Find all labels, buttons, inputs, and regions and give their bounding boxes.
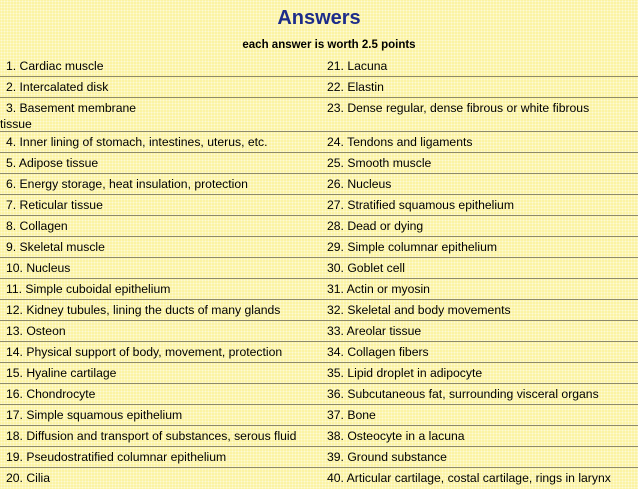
answer-cell-left: 2. Intercalated disk	[6, 80, 109, 94]
table-row	[0, 363, 638, 384]
answer-cell-left: 7. Reticular tissue	[6, 198, 103, 212]
answer-cell-right: 23. Dense regular, dense fibrous or white fibrous	[327, 101, 590, 115]
table-row	[0, 321, 638, 342]
answer-cell-right: 37. Bone	[327, 408, 376, 422]
table-row	[0, 174, 638, 195]
answer-cell-left: 4. Inner lining of stomach, intestines, uterus, etc.	[6, 135, 268, 149]
answer-cell-right: 33. Areolar tissue	[327, 324, 422, 338]
answer-cell-left	[0, 98, 316, 132]
answer-cell-right: 38. Osteocyte in a lacuna	[327, 429, 465, 443]
answer-cell-left: 13. Osteon	[6, 324, 66, 338]
answer-cell-right: 29. Simple columnar epithelium	[327, 240, 498, 254]
answer-cell-left: 19. Pseudostratified columnar epithelium	[6, 450, 227, 464]
answer-cell-left: 9. Skeletal muscle	[6, 240, 105, 254]
answer-cell-right: 31. Actin or myosin	[327, 282, 430, 296]
answers-table	[0, 55, 638, 489]
slide-subtitle: each answer is worth 2.5 points	[242, 39, 416, 51]
answer-cell-left: 6. Energy storage, heat insulation, protection	[6, 177, 248, 191]
answer-cell-left: 12. Kidney tubules, lining the ducts of many glands	[6, 303, 281, 317]
answer-cell-right: 26. Nucleus	[327, 177, 392, 191]
answer-cell-right: 32. Skeletal and body movements	[327, 303, 511, 317]
answer-cell-right: 28. Dead or dying	[327, 219, 424, 233]
answer-cell-left-line1: 3. Basement membrane	[6, 101, 137, 115]
table-row	[0, 153, 638, 174]
answer-cell-left-line2: tissue	[0, 117, 32, 131]
answer-cell-right: 39. Ground substance	[327, 450, 447, 464]
table-row	[0, 279, 638, 300]
answer-cell-left: 15. Hyaline cartilage	[6, 366, 117, 380]
answer-cell-right: 25. Smooth muscle	[327, 156, 432, 170]
answer-cell-right: 30. Goblet cell	[327, 261, 405, 275]
table-row	[0, 405, 638, 426]
answer-cell-right: 35. Lipid droplet in adipocyte	[327, 366, 483, 380]
answer-cell-right: 34. Collagen fibers	[327, 345, 429, 359]
table-row	[0, 342, 638, 363]
answer-cell-left: 11. Simple cuboidal epithelium	[6, 282, 171, 296]
answer-cell-right: 22. Elastin	[327, 80, 384, 94]
answer-cell-right: 21. Lacuna	[327, 59, 388, 73]
answer-cell-left: 18. Diffusion and transport of substances, serous fluid	[6, 429, 297, 443]
table-row	[0, 98, 638, 132]
answer-cell-left: 17. Simple squamous epithelium	[6, 408, 183, 422]
answer-cell-left: 14. Physical support of body, movement, protection	[6, 345, 283, 359]
table-row	[0, 237, 638, 258]
answer-cell-left: 1. Cardiac muscle	[6, 59, 104, 73]
answer-cell-right: 24. Tendons and ligaments	[327, 135, 473, 149]
table-row	[0, 426, 638, 447]
table-row	[0, 55, 638, 77]
table-row	[0, 258, 638, 279]
answer-cell-left: 10. Nucleus	[6, 261, 71, 275]
answer-cell-left: 5. Adipose tissue	[6, 156, 99, 170]
table-row	[0, 132, 638, 153]
slide-title: Answers	[277, 7, 361, 29]
answer-cell-right: 40. Articular cartilage, costal cartilage, rings in larynx	[327, 471, 611, 485]
answer-cell-right: 27. Stratified squamous epithelium	[327, 198, 514, 212]
table-row	[0, 300, 638, 321]
table-row	[0, 77, 638, 98]
answer-cell-left: 20. Cilia	[6, 471, 51, 485]
answer-cell-left: 16. Chondrocyte	[6, 387, 96, 401]
answer-cell-left: 8. Collagen	[6, 219, 68, 233]
answer-cell-right: 36. Subcutaneous fat, surrounding visceral organs	[327, 387, 599, 401]
table-row	[0, 195, 638, 216]
table-row	[0, 384, 638, 405]
table-row	[0, 447, 638, 468]
table-row	[0, 216, 638, 237]
